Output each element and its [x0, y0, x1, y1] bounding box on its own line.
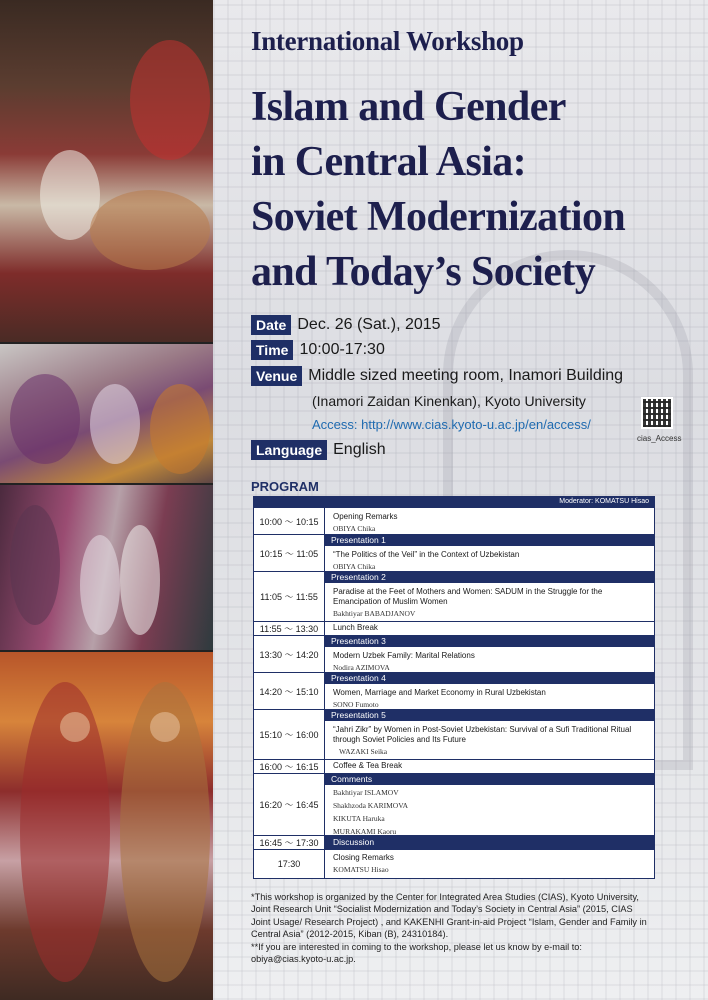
title-line: in Central Asia:: [251, 139, 527, 185]
row-title: Coffee & Tea Break: [333, 761, 403, 770]
presentation-label: Presentation 3: [325, 636, 654, 647]
row-time: 13:30 ～ 14:20: [254, 636, 325, 672]
venue-row: [251, 366, 623, 386]
moderator-bar: Moderator: KOMATSU Hisao: [253, 496, 655, 507]
venue-tag: Venue: [251, 366, 302, 386]
table-row: [254, 774, 654, 836]
row-time: 10:00 ～ 10:15: [254, 508, 325, 534]
program-heading: PROGRAM: [251, 479, 319, 494]
row-time: 10:15 ～ 11:05: [254, 535, 325, 571]
row-title: Lunch Break: [333, 623, 378, 632]
title-line: and Today’s Society: [251, 249, 596, 295]
photo-textile-shop: [0, 485, 213, 650]
presentation-label: Comments: [325, 774, 654, 785]
row-time: 14:20 ～ 15:10: [254, 673, 325, 709]
row-time: 16:45 ～ 17:30: [254, 836, 325, 849]
table-row: [254, 508, 654, 535]
commenter: Bakhtiyar ISLAMOV: [333, 788, 399, 797]
table-row: [254, 673, 654, 710]
table-row: [254, 622, 654, 636]
row-time: 16:00 ～ 16:15: [254, 760, 325, 773]
time-row: [251, 340, 385, 360]
table-row: [254, 535, 654, 572]
commenter: KIKUTA Haruka: [333, 814, 385, 823]
row-title: Modern Uzbek Family: Marital Relations: [333, 651, 475, 660]
time-tag: Time: [251, 340, 293, 360]
row-time: 11:55 ～ 13:30: [254, 622, 325, 635]
presentation-label: Presentation 1: [325, 535, 654, 546]
title-line: Islam and Gender: [251, 84, 566, 130]
program-table: [253, 507, 655, 879]
row-speaker: OBIYA Chika: [333, 562, 376, 571]
row-title: Opening Remarks: [333, 512, 398, 521]
table-row: [254, 850, 654, 878]
row-time: 11:05 ～ 11:55: [254, 572, 325, 621]
title-line: Soviet Modernization: [251, 194, 626, 240]
presentation-label: Presentation 4: [325, 673, 654, 684]
row-speaker: SONO Fumoto: [333, 700, 379, 709]
row-speaker: KOMATSU Hisao: [333, 865, 389, 874]
row-title: “The Politics of the Veil” in the Context of Uzbekistan: [333, 550, 520, 559]
photo-market-stall: [0, 0, 213, 342]
row-speaker: OBIYA Chika: [333, 524, 376, 533]
footnotes: [251, 891, 651, 965]
commenter: MURAKAMI Kaoru: [333, 827, 397, 836]
language-tag: Language: [251, 440, 327, 460]
contact-note: **If you are interested in coming to the workshop, please let us know by e-mail to:: [251, 941, 582, 952]
photo-brides: [0, 652, 213, 1000]
language-row: [251, 440, 386, 460]
time-value: 10:00-17:30: [299, 341, 385, 358]
presentation-label: Presentation 2: [325, 572, 654, 583]
language-value: English: [333, 441, 386, 458]
commenter: Shakhzoda KARIMOVA: [333, 801, 409, 810]
table-row: [254, 836, 654, 850]
photo-strip: [0, 0, 213, 1000]
page-title: [251, 80, 701, 300]
row-time: 16:20 ～ 16:45: [254, 774, 325, 835]
access-link[interactable]: Access: http://www.cias.kyoto-u.ac.jp/en/access/: [312, 417, 591, 432]
date-tag: Date: [251, 315, 291, 335]
row-title: Closing Remarks: [333, 853, 394, 862]
qr-code-icon[interactable]: [641, 397, 673, 429]
date-row: [251, 315, 441, 335]
row-time: 15:10 ～ 16:00: [254, 710, 325, 759]
qr-caption: cias_Access: [637, 434, 682, 443]
event-type: International Workshop: [251, 26, 524, 56]
photo-women-gathering: [0, 344, 213, 483]
organizer-note: *This workshop is organized by the Center for Integrated Area Studies (CIAS), Kyoto University, Joint Research Unit “Socialist Modernization and Today’s Society in Central Asia” (2015, CIAS Joint Usage/ Research Project) , and KAKENHI Grant-in-aid Project “Islam, Gender and Family in Central Asia” (2012-2015, Kiban (B), 24310184).: [251, 892, 647, 940]
row-title: Discussion: [333, 837, 375, 847]
row-title: Paradise at the Feet of Mothers and Women: SADUM in the Struggle for the Emancipation of Muslim Women: [333, 587, 603, 606]
row-time: 17:30: [254, 850, 325, 878]
contact-email[interactable]: obiya@cias.kyoto-u.ac.jp.: [251, 954, 356, 965]
date-value: Dec. 26 (Sat.), 2015: [297, 316, 441, 333]
row-title: Women, Marriage and Market Economy in Rural Uzbekistan: [333, 688, 546, 697]
row-speaker: Bakhtiyar BABADJANOV: [333, 609, 416, 618]
table-row: [254, 760, 654, 774]
presentation-label: Presentation 5: [325, 710, 654, 721]
row-speaker: Nodira AZIMOVA: [333, 663, 390, 672]
table-row: [254, 636, 654, 673]
venue-line-2: (Inamori Zaidan Kinenkan), Kyoto University: [312, 393, 586, 409]
table-row: [254, 710, 654, 760]
table-row: [254, 572, 654, 622]
row-title: “Jahri Zikr” by Women in Post-Soviet Uzbekistan: Survival of a Sufi Traditional Ritual through Soviet Policies and Its Future: [333, 725, 632, 744]
row-speaker: WAZAKI Seika: [339, 747, 388, 756]
venue-value: Middle sized meeting room, Inamori Building: [308, 367, 624, 384]
